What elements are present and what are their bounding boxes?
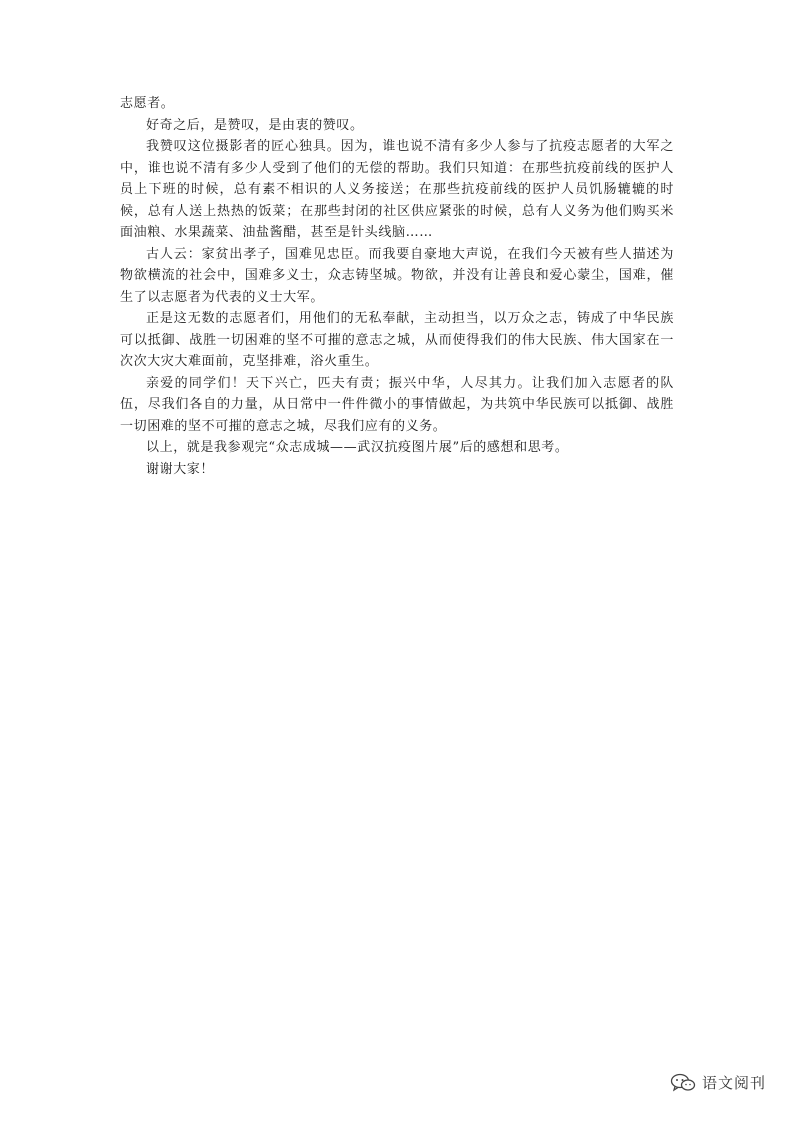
paragraph-volunteers: 正是这无数的志愿者们，用他们的无私奉献，主动担当，以万众之志，铸成了中华民族可以抵御、战胜一切困难的坚不可摧的意志之城，从而使得我们的伟大民族、伟大国家在一次次大灾大难面前，克坚排难，浴火重生。: [120, 311, 674, 369]
paragraph-call-to-action: 亲爱的同学们！天下兴亡，匹夫有责；振兴中华，人尽其力。让我们加入志愿者的队伍，尽我们各自的力量，从日常中一件件微小的事情做起，为共筑中华民族可以抵御、战胜一切困难的坚不可摧的意志之城，尽我们应有的义务。: [120, 375, 674, 434]
watermark-text: 语文阅刊: [701, 1074, 766, 1092]
paragraph-admiration: 好奇之后，是赞叹，是由衷的赞叹。: [146, 117, 364, 133]
paragraph-ancient-saying: 古人云：家贫出孝子，国难见忠臣。而我要自豪地大声说，在我们今天被有些人描述为物欲横流的社会中，国难多义士，众志铸坚城。物欲，并没有让善良和爱心蒙尘，国难，催生了以志愿者为代表的义士大军。: [120, 246, 674, 305]
document-body: [120, 93, 674, 480]
wechat-icon: [670, 1073, 696, 1093]
paragraph-thanks: 谢谢大家！: [146, 461, 215, 477]
paragraph-conclusion: 以上，就是我参观完“众志成城——武汉抗疫图片展”后的感想和思考。: [146, 440, 569, 455]
paragraph-photographer: 我赞叹这位摄影者的匠心独具。因为，谁也说不清有多少人参与了抗疫志愿者的大军之中，谁也说不清有多少人受到了他们的无偿的帮助。我们只知道：在那些抗疫前线的医护人员上下班的时候，总有素不相识的人义务接送；在那些抗疫前线的医护人员饥肠辘辘的时候，总有人送上热热的饭菜；在那些封闭的社区供应紧张的时候，总有人义务为他们购买米面油粮、水果蔬菜、油盐酱醋，甚至是针头线脑……: [120, 139, 674, 240]
paragraph-continuation: 志愿者。: [120, 96, 175, 111]
watermark: [670, 1072, 766, 1093]
